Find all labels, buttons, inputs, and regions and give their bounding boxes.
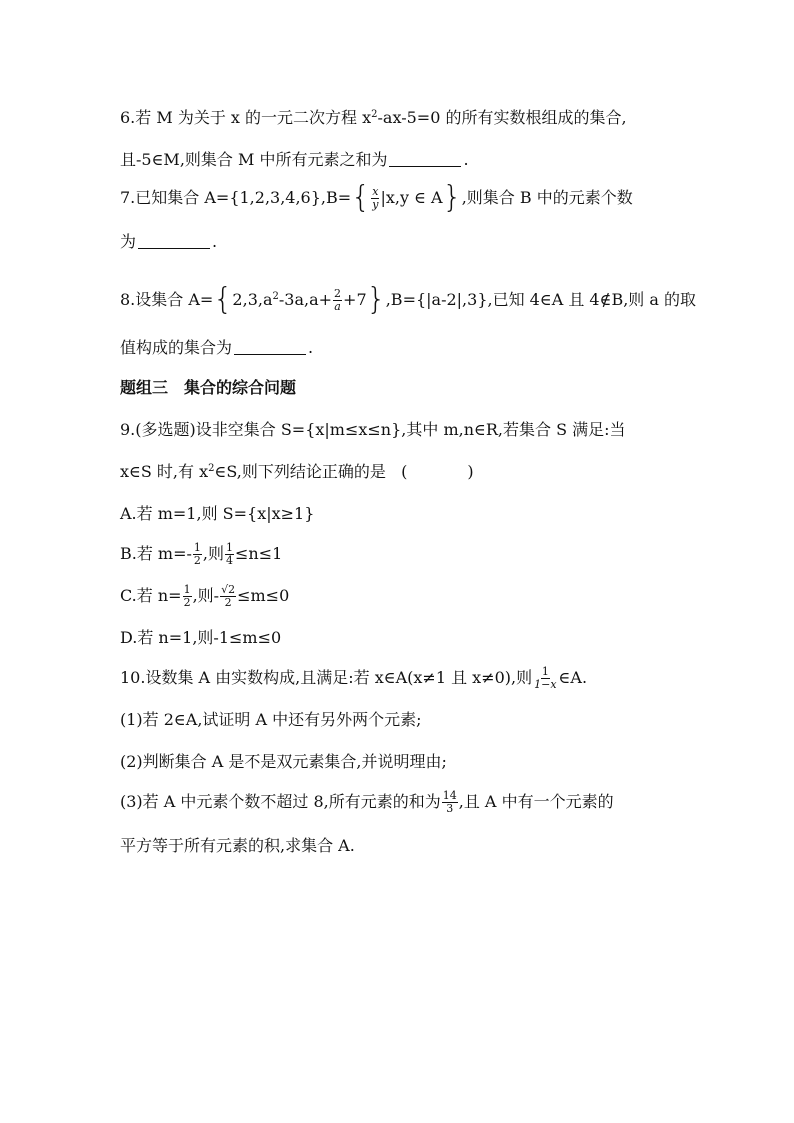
left-brace: { xyxy=(213,282,233,317)
answer-paren-open: ( xyxy=(401,462,408,481)
q10-line1 xyxy=(120,666,587,691)
frac-den: 1−x xyxy=(534,678,557,691)
q8-answer-blank[interactable] xyxy=(234,336,306,355)
q8-fraction xyxy=(333,288,342,313)
q8-period: . xyxy=(308,338,314,357)
q7-set-condition: |x,y ∈ A xyxy=(380,188,443,207)
q10-part3-cont: 平方等于所有元素的积,求集合 A. xyxy=(120,836,355,855)
q9-b-fraction1 xyxy=(193,542,202,567)
q10-p3-text: (3)若 A 中元素个数不超过 8,所有元素的和为 xyxy=(120,792,441,811)
q9-text: x∈S 时,有 x xyxy=(120,462,209,481)
q6-text2: 且-5∈M,则集合 M 中所有元素之和为 xyxy=(120,150,388,169)
frac-num: 1 xyxy=(541,665,549,678)
q9-option-c[interactable] xyxy=(120,584,289,609)
q10-part1: (1)若 2∈A,试证明 A 中还有另外两个元素; xyxy=(120,710,422,729)
q7-fraction xyxy=(371,186,379,211)
section-title: 题组三 集合的综合问题 xyxy=(120,378,297,397)
q7-period: . xyxy=(212,232,218,251)
answer-paren-close: ) xyxy=(467,462,474,481)
q8-text: 8.设集合 A= xyxy=(120,290,214,309)
frac-num: √2 xyxy=(221,583,236,596)
q7-line1 xyxy=(120,180,633,215)
q7-text2: 为 xyxy=(120,232,137,251)
q9-b-text-end: ≤n≤1 xyxy=(235,544,283,563)
q8-set-elements-end: +7 xyxy=(343,290,367,309)
q9-c-text-mid: ,则- xyxy=(192,586,220,605)
q9-c-text: C.若 n= xyxy=(120,586,182,605)
q9-line2 xyxy=(120,460,474,484)
q10-p3-text-cont: ,且 A 中有一个元素的 xyxy=(458,792,614,811)
q9-c-text-end: ≤m≤0 xyxy=(237,586,290,605)
q6-exponent: 2 xyxy=(371,109,378,120)
q7-frac-den: y xyxy=(372,198,379,211)
q10-text-cont: ∈A. xyxy=(558,668,588,687)
q10-part2: (2)判断集合 A 是不是双元素集合,并说明理由; xyxy=(120,752,447,771)
q7-line2 xyxy=(120,230,217,254)
frac-den: 4 xyxy=(226,554,234,567)
q9-option-a[interactable]: A.若 m=1,则 S={x|x≥1} xyxy=(120,504,315,523)
q8-line2 xyxy=(120,336,313,360)
frac-den: 2 xyxy=(183,596,191,609)
q8-set-elements: 2,3,a xyxy=(232,290,273,309)
q6-period: . xyxy=(463,150,469,169)
q10-p3-fraction xyxy=(442,790,458,815)
q9-text-cont: ∈S,则下列结论正确的是 xyxy=(214,462,386,481)
left-brace: { xyxy=(351,180,371,215)
q7-frac-num: x xyxy=(372,185,379,198)
q6-text: 6.若 M 为关于 x 的一元二次方程 x xyxy=(120,108,372,127)
q9-b-text: B.若 m=- xyxy=(120,544,192,563)
frac-den: 3 xyxy=(446,802,454,815)
frac-num: 1 xyxy=(226,541,234,554)
q7-text: 7.已知集合 A={1,2,3,4,6},B= xyxy=(120,188,352,207)
q9-option-d[interactable]: D.若 n=1,则-1≤m≤0 xyxy=(120,628,282,647)
q6-line1 xyxy=(120,106,627,130)
q9-option-b[interactable] xyxy=(120,542,282,567)
q8-line1 xyxy=(120,282,697,317)
q9-c-fraction1 xyxy=(183,584,192,609)
q10-fraction xyxy=(533,666,557,691)
q10-part3 xyxy=(120,790,614,815)
q10-text: 10.设数集 A 由实数构成,且满足:若 x∈A(x≠1 且 x≠0),则 xyxy=(120,668,533,687)
frac-num: 14 xyxy=(442,789,457,802)
q8-text2: 值构成的集合为 xyxy=(120,338,233,357)
q6-text-cont: -ax-5=0 的所有实数根组成的集合, xyxy=(377,108,627,127)
q8-exponent: 2 xyxy=(272,291,279,302)
q9-c-fraction2 xyxy=(220,584,236,609)
right-brace: } xyxy=(442,180,462,215)
q8-text-cont: ,B={|a-2|,3},已知 4∈A 且 4∉B,则 a 的取 xyxy=(385,290,697,309)
q9-b-fraction2 xyxy=(225,542,234,567)
q8-frac-den: a xyxy=(334,300,341,313)
frac-den: 2 xyxy=(193,554,201,567)
q8-set-elements-cont: -3a,a+ xyxy=(278,290,333,309)
q6-line2 xyxy=(120,148,469,172)
q9-exponent: 2 xyxy=(208,463,215,474)
q8-frac-num: 2 xyxy=(334,287,342,300)
frac-num: 1 xyxy=(183,583,191,596)
q9-b-text-mid: ,则 xyxy=(202,544,225,563)
q9-line1: 9.(多选题)设非空集合 S={x|m≤x≤n},其中 m,n∈R,若集合 S 满足:当 xyxy=(120,420,626,439)
frac-den: 2 xyxy=(224,596,232,609)
frac-num: 1 xyxy=(193,541,201,554)
q7-answer-blank[interactable] xyxy=(138,230,210,249)
q6-answer-blank[interactable] xyxy=(389,148,461,167)
right-brace: } xyxy=(366,282,386,317)
q7-text-cont: ,则集合 B 中的元素个数 xyxy=(461,188,633,207)
